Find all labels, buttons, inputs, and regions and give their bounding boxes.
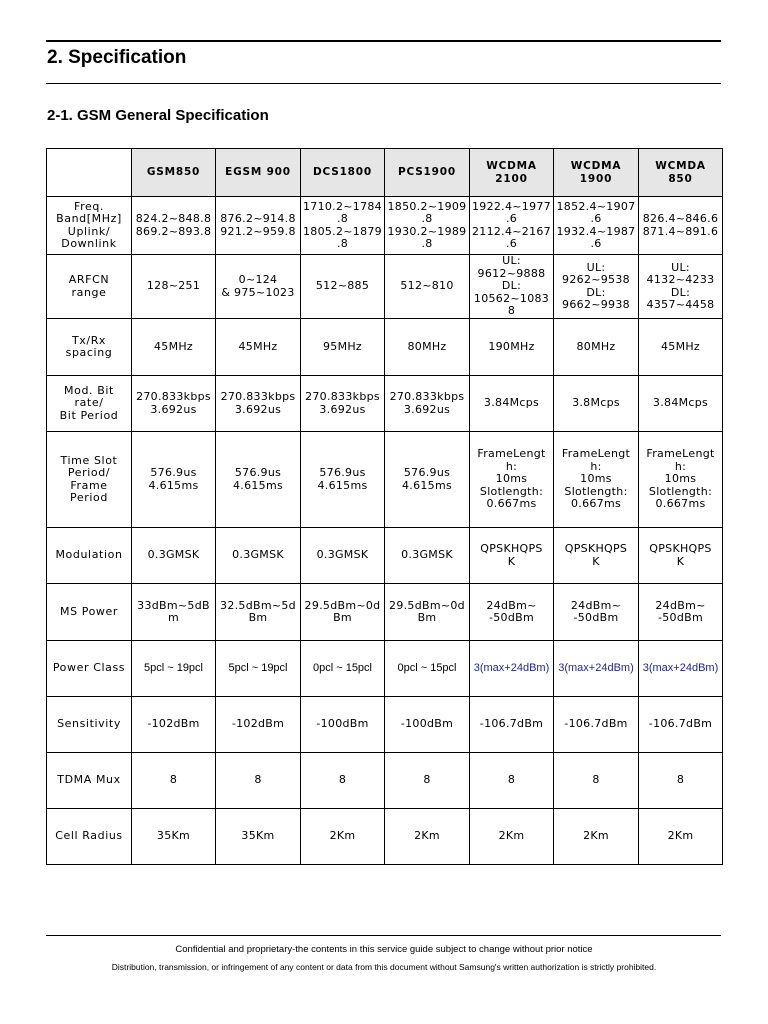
table-cell: 35Km <box>216 809 301 865</box>
table-cell: -102dBm <box>216 697 301 753</box>
table-cell: 5pcl ~ 19pcl <box>132 641 216 697</box>
row-label: Sensitivity <box>47 697 132 753</box>
table-cell: 512~810 <box>385 255 470 319</box>
table-cell: 3.84Mcps <box>470 376 554 432</box>
table-cell: -100dBm <box>385 697 470 753</box>
table-cell: 1850.2~1909 .8 1930.2~1989 .8 <box>385 197 470 255</box>
table-cell: 5pcl ~ 19pcl <box>216 641 301 697</box>
row-label: MS Power <box>47 584 132 641</box>
table-cell: FrameLengt h: 10ms Slotlength: 0.667ms <box>554 432 639 528</box>
table-cell: 0.3GMSK <box>132 528 216 584</box>
table-cell: 8 <box>132 753 216 809</box>
column-header: DCS1800 <box>301 149 385 197</box>
row-label: Mod. Bit rate/ Bit Period <box>47 376 132 432</box>
table-cell: 824.2~848.8 869.2~893.8 <box>132 197 216 255</box>
table-cell: 190MHz <box>470 319 554 376</box>
table-cell: QPSKHQPS K <box>639 528 723 584</box>
table-cell: 29.5dBm~0d Bm <box>301 584 385 641</box>
table-cell: -106.7dBm <box>554 697 639 753</box>
table-cell: 80MHz <box>385 319 470 376</box>
gsm-spec-table <box>46 148 723 865</box>
table-cell: 826.4~846.6 871.4~891.6 <box>639 197 723 255</box>
footer-confidential-notice: Confidential and proprietary-the contents in this service guide subject to change without prior notice <box>175 944 593 955</box>
column-header: WCDMA 2100 <box>470 149 554 197</box>
table-cell: UL: 9262~9538 DL: 9662~9938 <box>554 255 639 319</box>
column-header: WCDMA 1900 <box>554 149 639 197</box>
table-cell: 0pcl ~ 15pcl <box>301 641 385 697</box>
table-cell: 576.9us 4.615ms <box>301 432 385 528</box>
table-cell: 24dBm~ -50dBm <box>470 584 554 641</box>
table-cell: 80MHz <box>554 319 639 376</box>
table-cell: QPSKHQPS K <box>470 528 554 584</box>
table-cell: 576.9us 4.615ms <box>216 432 301 528</box>
table-cell: -102dBm <box>132 697 216 753</box>
table-cell: 45MHz <box>132 319 216 376</box>
table-cell: 24dBm~ -50dBm <box>639 584 723 641</box>
table-row <box>47 376 723 432</box>
row-label: Time Slot Period/ Frame Period <box>47 432 132 528</box>
table-cell: 8 <box>554 753 639 809</box>
table-row <box>47 319 723 376</box>
table-cell: 29.5dBm~0d Bm <box>385 584 470 641</box>
row-label: Freq. Band[MHz] Uplink/ Downlink <box>47 197 132 255</box>
table-cell: 1710.2~1784 .8 1805.2~1879 .8 <box>301 197 385 255</box>
table-cell: 3(max+24dBm) <box>470 641 554 697</box>
table-cell: 576.9us 4.615ms <box>132 432 216 528</box>
table-cell: UL: 9612~9888 DL: 10562~1083 8 <box>470 255 554 319</box>
table-row <box>47 255 723 319</box>
table-cell: 32.5dBm~5d Bm <box>216 584 301 641</box>
column-header: PCS1900 <box>385 149 470 197</box>
table-cell: 8 <box>639 753 723 809</box>
table-header-row <box>47 149 723 197</box>
table-cell: QPSKHQPS K <box>554 528 639 584</box>
table-cell: 2Km <box>385 809 470 865</box>
table-cell: 0.3GMSK <box>216 528 301 584</box>
table-cell: FrameLengt h: 10ms Slotlength: 0.667ms <box>639 432 723 528</box>
table-cell: 8 <box>470 753 554 809</box>
title-rule <box>46 83 721 84</box>
row-label: Cell Radius <box>47 809 132 865</box>
table-cell: 33dBm~5dB m <box>132 584 216 641</box>
row-label: Modulation <box>47 528 132 584</box>
table-cell: 576.9us 4.615ms <box>385 432 470 528</box>
table-cell: -100dBm <box>301 697 385 753</box>
table-cell: 1852.4~1907 .6 1932.4~1987 .6 <box>554 197 639 255</box>
table-cell: 270.833kbps 3.692us <box>216 376 301 432</box>
table-cell: 24dBm~ -50dBm <box>554 584 639 641</box>
table-cell: 0pcl ~ 15pcl <box>385 641 470 697</box>
table-row <box>47 197 723 255</box>
table-cell: 8 <box>385 753 470 809</box>
table-cell: 270.833kbps 3.692us <box>385 376 470 432</box>
table-cell: FrameLengt h: 10ms Slotlength: 0.667ms <box>470 432 554 528</box>
table-cell: 8 <box>216 753 301 809</box>
table-cell: 0.3GMSK <box>385 528 470 584</box>
table-cell: 0.3GMSK <box>301 528 385 584</box>
column-header: WCMDA 850 <box>639 149 723 197</box>
row-label: Tx/Rx spacing <box>47 319 132 376</box>
table-cell: 2Km <box>639 809 723 865</box>
table-cell: 512~885 <box>301 255 385 319</box>
top-rule <box>46 40 721 42</box>
table-row <box>47 584 723 641</box>
corner-cell <box>47 149 132 197</box>
table-cell: 270.833kbps 3.692us <box>301 376 385 432</box>
table-row <box>47 809 723 865</box>
table-cell: 3(max+24dBm) <box>639 641 723 697</box>
row-label: Power Class <box>47 641 132 697</box>
footer-distribution-notice: Distribution, transmission, or infringement of any content or data from this document without Samsung's written authorization is strictly prohibited. <box>111 962 657 972</box>
table-cell: 8 <box>301 753 385 809</box>
table-cell: 3.8Mcps <box>554 376 639 432</box>
footer-rule <box>46 935 721 936</box>
table-cell: 2Km <box>554 809 639 865</box>
table-cell: 45MHz <box>216 319 301 376</box>
table-row <box>47 432 723 528</box>
table-cell: 45MHz <box>639 319 723 376</box>
table-cell: UL: 4132~4233 DL: 4357~4458 <box>639 255 723 319</box>
section-title: 2. Specification <box>47 47 187 68</box>
table-cell: 3.84Mcps <box>639 376 723 432</box>
table-cell: -106.7dBm <box>639 697 723 753</box>
table-cell: -106.7dBm <box>470 697 554 753</box>
table-cell: 95MHz <box>301 319 385 376</box>
table-cell: 876.2~914.8 921.2~959.8 <box>216 197 301 255</box>
table-cell: 2Km <box>470 809 554 865</box>
table-cell: 0~124 & 975~1023 <box>216 255 301 319</box>
column-header: EGSM 900 <box>216 149 301 197</box>
table-cell: 3(max+24dBm) <box>554 641 639 697</box>
table-row <box>47 753 723 809</box>
subsection-title: 2-1. GSM General Specification <box>47 107 269 124</box>
table-row <box>47 528 723 584</box>
table-row <box>47 641 723 697</box>
table-cell: 1922.4~1977 .6 2112.4~2167 .6 <box>470 197 554 255</box>
table-cell: 2Km <box>301 809 385 865</box>
table-cell: 128~251 <box>132 255 216 319</box>
table-cell: 35Km <box>132 809 216 865</box>
column-header: GSM850 <box>132 149 216 197</box>
row-label: TDMA Mux <box>47 753 132 809</box>
table-row <box>47 697 723 753</box>
row-label: ARFCN range <box>47 255 132 319</box>
table-cell: 270.833kbps 3.692us <box>132 376 216 432</box>
